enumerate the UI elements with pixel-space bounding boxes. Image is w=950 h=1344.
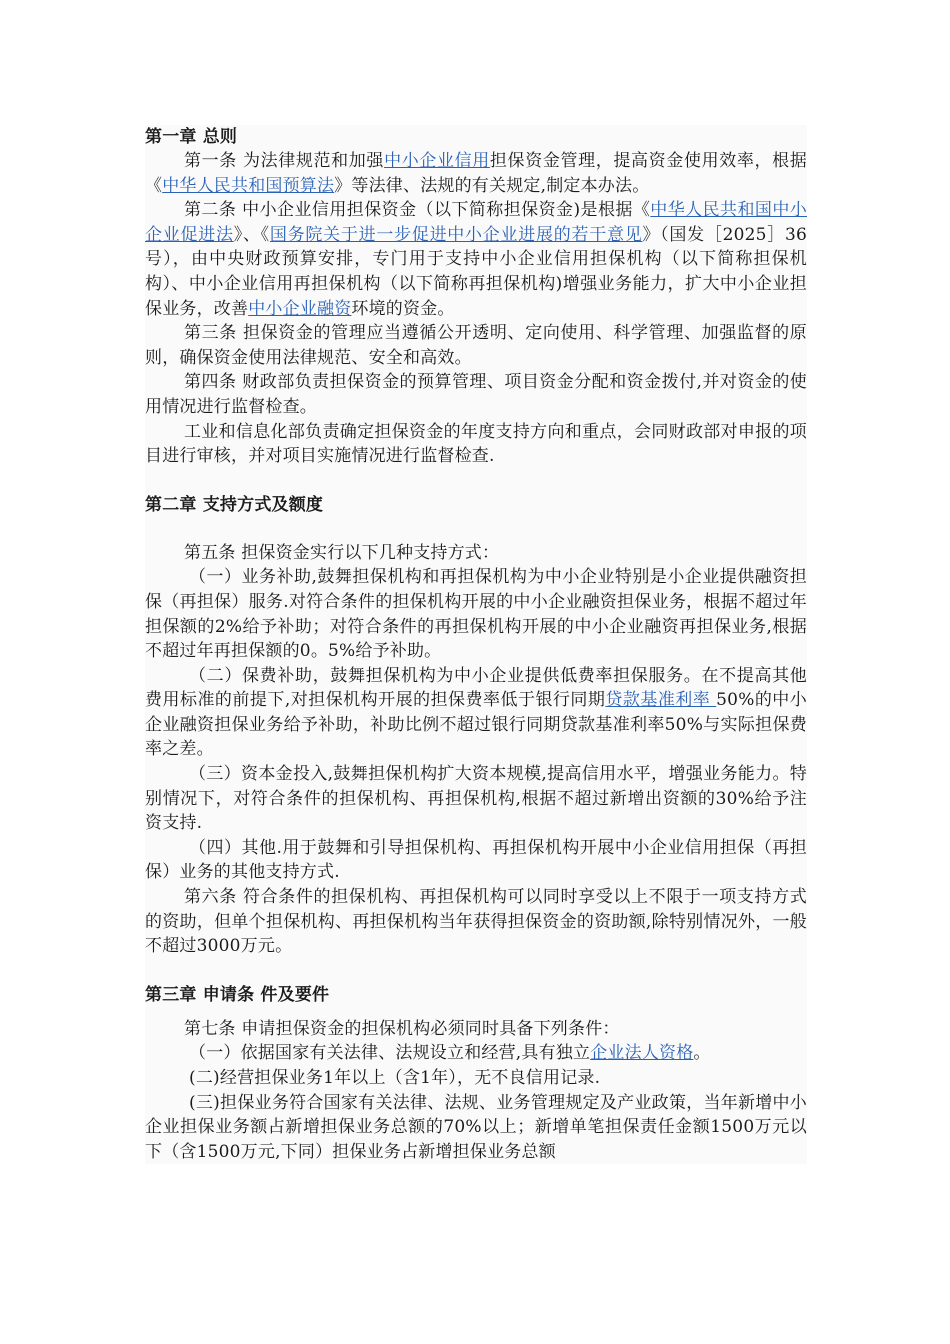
item-fee-subsidy-text-end: 50%的中小企业融资担保业务给予补助，补助比例不超过银行同期贷款基准利率50%与实际担保费率之差。 bbox=[145, 690, 807, 760]
spacer bbox=[145, 469, 807, 493]
link-sme-promotion-law[interactable]: 中华人民共和国中小企业促进法 bbox=[145, 200, 807, 245]
condition-2: (二)经营担保业务1年以上（含1年），无不良信用记录. bbox=[189, 1068, 601, 1088]
item-business-subsidy: （一）业务补助,鼓舞担保机构和再担保机构为中小企业特别是小企业提供融资担保（再担保）服务.对符合条件的担保机构开展的中小企业融资担保业务，根据不超过年担保额的2%给予补助；对符合条件的再担保机构开展的中小企业融资再担保业务,根据不超过年再担保额的0。5%给予补助。 bbox=[145, 567, 807, 662]
spacer bbox=[145, 959, 807, 983]
condition-1-text: （一）依据国家有关法律、法规设立和经营,具有独立 bbox=[189, 1043, 591, 1064]
article-1-text-mid: 担保资金管理，提高资金使用效率，根据《 bbox=[145, 151, 807, 196]
link-sme-credit[interactable]: 中小企业信用 bbox=[384, 151, 490, 171]
article-1-text-end: 》等法律、法规的有关规定,制定本办法。 bbox=[334, 175, 650, 196]
item-fee-subsidy bbox=[145, 664, 807, 762]
condition-1 bbox=[145, 1041, 807, 1066]
spacer bbox=[145, 517, 807, 541]
article-1 bbox=[145, 149, 807, 198]
article-2-text-body: 》（国发［2025］36号），由中央财政预算安排，专门用于支持中小企业信用担保机构（以下简称担保机构）、中小企业信用再担保机构（以下简称再担保机构)增强业务能力，扩大中小企业担保业务，改善 bbox=[145, 224, 808, 319]
article-1-text: 第一条 为法律规范和加强 bbox=[184, 151, 385, 171]
article-4: 第四条 财政部负责担保资金的预算管理、项目资金分配和资金拨付,并对资金的使用情况进行监督检查。 bbox=[145, 372, 807, 417]
condition-1-text-end: 。 bbox=[693, 1043, 711, 1064]
condition-3: (三)担保业务符合国家有关法律、法规、业务管理规定及产业政策，当年新增中小企业担保业务额占新增担保业务总额的70%以上；新增单笔担保责任金额1500万元以下（含1500万元,下同）担保业务占新增担保业务总额 bbox=[145, 1092, 807, 1162]
item-fee-subsidy-text: （二）保费补助，鼓舞担保机构为中小企业提供低费率担保服务。在不提高其他费用标准的前提下,对担保机构开展的担保费率低于银行同期 bbox=[145, 665, 807, 711]
chapter-3-title: 第三章 申请条 件及要件 bbox=[145, 984, 330, 1005]
article-5: 第五条 担保资金实行以下几种支持方式： bbox=[184, 542, 500, 563]
link-legal-person-qualification[interactable]: 企业法人资格 bbox=[590, 1043, 694, 1064]
spacer bbox=[145, 1007, 807, 1017]
link-state-council-opinions[interactable]: 国务院关于进一步促进中小企业进展的若干意见 bbox=[269, 224, 643, 245]
article-2 bbox=[145, 198, 807, 321]
link-sme-financing[interactable]: 中小企业融资 bbox=[248, 298, 352, 319]
chapter-1-title: 第一章 总则 bbox=[145, 127, 238, 147]
article-2-text: 第二条 中小企业信用担保资金（以下简称担保资金)是根据《 bbox=[184, 200, 651, 221]
chapter-2-title: 第二章 支持方式及额度 bbox=[145, 494, 324, 515]
article-7: 第七条 申请担保资金的担保机构必须同时具备下列条件： bbox=[184, 1018, 620, 1039]
article-2-text-end: 环境的资金。 bbox=[351, 298, 455, 319]
article-2-text-mid: 》、《 bbox=[233, 224, 270, 245]
link-budget-law[interactable]: 中华人民共和国预算法 bbox=[162, 175, 335, 196]
item-capital-injection: （三）资本金投入,鼓舞担保机构扩大资本规模,提高信用水平，增强业务能力。特别情况下，对符合条件的担保机构、再担保机构,根据不超过新增出资额的30%给予注资支持. bbox=[145, 764, 807, 834]
link-loan-benchmark-rate[interactable]: 贷款基准利率 bbox=[605, 690, 717, 711]
article-3: 第三条 担保资金的管理应当遵循公开透明、定向使用、科学管理、加强监督的原则，确保资金使用法律规范、安全和高效。 bbox=[145, 323, 807, 368]
article-4-paragraph-2: 工业和信息化部负责确定担保资金的年度支持方向和重点，会同财政部对申报的项目进行审核，并对项目实施情况进行监督检查. bbox=[145, 421, 807, 467]
item-other: （四）其他.用于鼓舞和引导担保机构、再担保机构开展中小企业信用担保（再担保）业务的其他支持方式. bbox=[145, 837, 807, 883]
article-6: 第六条 符合条件的担保机构、再担保机构可以同时享受以上不限于一项支持方式的资助，但单个担保机构、再担保机构当年获得担保资金的资助额,除特别情况外，一般不超过3000万元。 bbox=[145, 887, 807, 957]
document-page bbox=[145, 125, 807, 1164]
